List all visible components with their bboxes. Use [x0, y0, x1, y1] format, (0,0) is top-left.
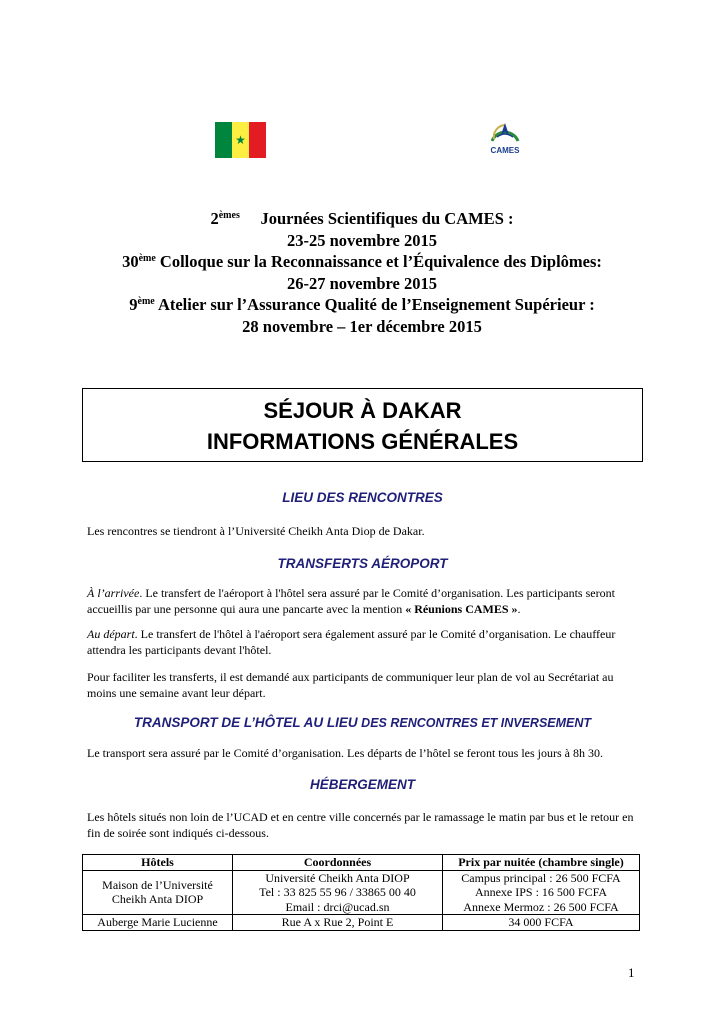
section-title-transferts: TRANSFERTS AÉROPORT	[277, 556, 448, 571]
transferts-arrivee: À l’arrivée. Le transfert de l'aéroport à l'hôtel sera assuré par le Comité d’organisation. Les participants seront accueillis par une personne qui aura une pancarte avec la mention « Réunions CAMES ».	[87, 586, 615, 616]
event-heading: 2èmes Journées Scientifiques du CAMES : 23-25 novembre 2015 30ème Colloque sur la Reconnaissance et l’Équivalence des Diplômes: 26-27 novembre 2015 9ème Atelier sur l’Assurance Qualité de l’Enseignement Supérieur : 28 novembre – 1er décembre 2015	[122, 209, 602, 336]
table-row	[83, 915, 640, 931]
hotels-table	[82, 854, 640, 931]
page-number: 1	[628, 965, 635, 980]
lieu-text: Les rencontres se tiendront à l’Université Cheikh Anta Diop de Dakar.	[87, 524, 425, 538]
star-icon: ★	[235, 132, 246, 147]
table-row	[83, 870, 640, 915]
hotel-name: Auberge Marie Lucienne	[83, 915, 233, 931]
hotel-coordinates: Rue A x Rue 2, Point E	[233, 915, 443, 931]
column-header: Hôtels	[83, 855, 233, 871]
hebergement-text: Les hôtels situés non loin de l’UCAD et en centre ville concernés par le ramassage le matin par bus et le retour en fin de soirée sont indiqués ci-dessous.	[87, 810, 634, 840]
cames-logo	[484, 113, 526, 159]
senegal-flag	[215, 122, 266, 158]
section-title-lieu: LIEU DES RENCONTRES	[282, 490, 443, 505]
column-header: Coordonnées	[233, 855, 443, 871]
svg-text:CAMES: CAMES	[490, 146, 520, 155]
hotel-name: Maison de l’Université Cheikh Anta DIOP	[83, 870, 233, 915]
section-title-transport: TRANSPORT DE L’HÔTEL AU LIEU DES RENCONTRES ET INVERSEMENT	[133, 715, 592, 730]
page-subtitle: INFORMATIONS GÉNÉRALES	[206, 429, 519, 454]
hotel-price: 34 000 FCFA	[443, 915, 640, 931]
page-title-box	[82, 388, 643, 462]
section-title-hebergement: HÉBERGEMENT	[309, 777, 415, 792]
transport-text: Le transport sera assuré par le Comité d’organisation. Les départs de l’hôtel se feront tous les jours à 8h 30.	[87, 746, 603, 760]
transferts-note: Pour faciliter les transferts, il est demandé aux participants de communiquer leur plan de vol au Secrétariat au moins une semaine avant leur départ.	[87, 670, 614, 700]
transferts-depart: Au départ. Le transfert de l'hôtel à l'aéroport sera également assuré par le Comité d’organisation. Le chauffeur attendra les participants devant l'hôtel.	[87, 627, 616, 657]
hotel-coordinates: Université Cheikh Anta DIOP Tel : 33 825 55 96 / 33865 00 40 Email : drci@ucad.sn	[233, 870, 443, 915]
page-title: SÉJOUR À DAKAR	[263, 398, 462, 423]
hotel-price: Campus principal : 26 500 FCFA Annexe IPS : 16 500 FCFA Annexe Mermoz : 26 500 FCFA	[443, 870, 640, 915]
column-header: Prix par nuitée (chambre single)	[443, 855, 640, 871]
table-header-row	[83, 855, 640, 871]
